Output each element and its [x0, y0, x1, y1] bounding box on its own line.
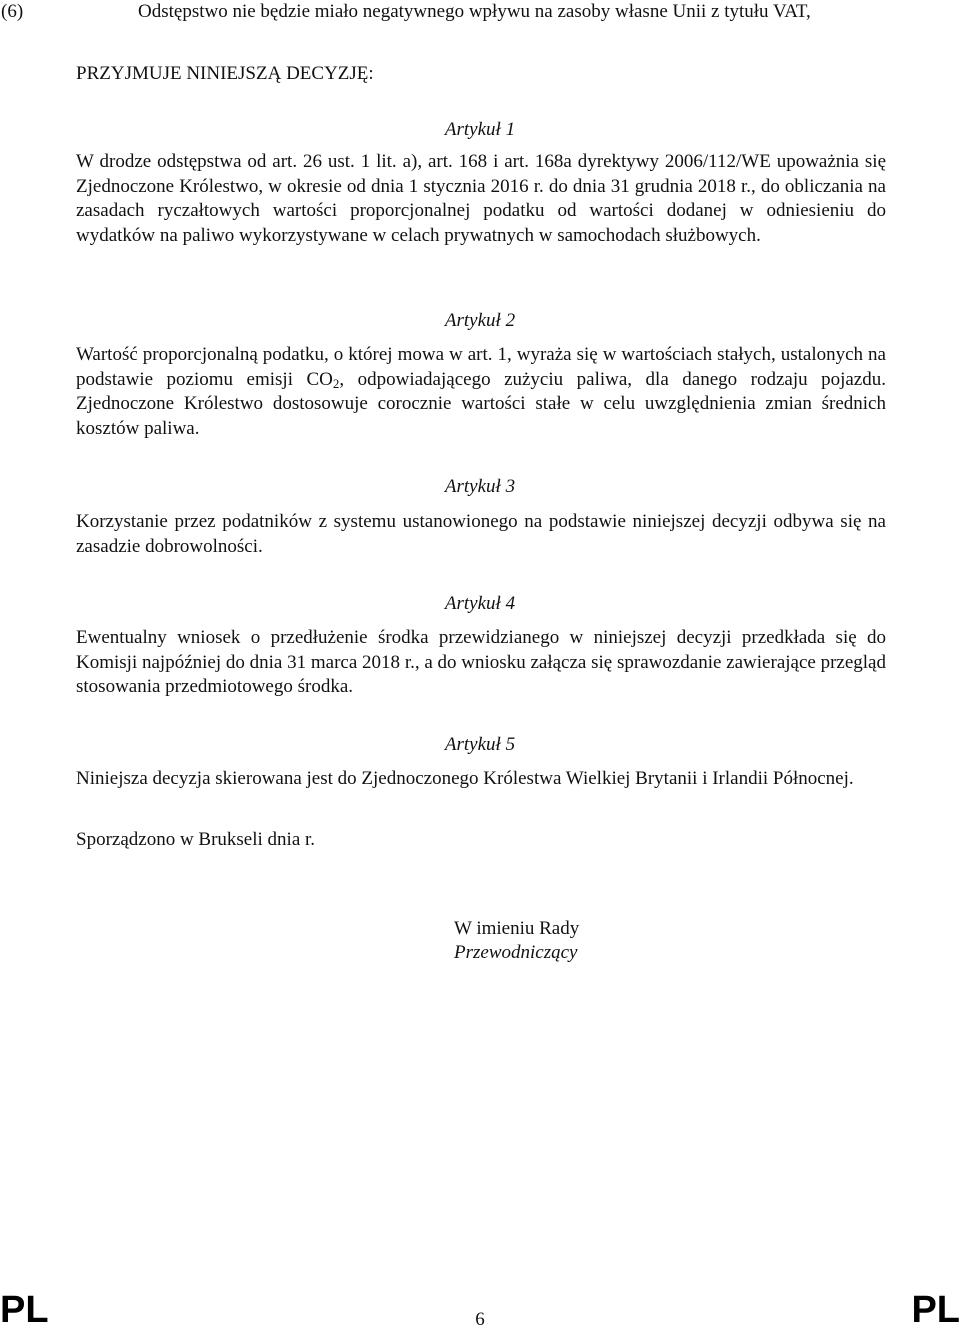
- article-2-text-part2: , odpowiadającego zużyciu paliwa, dla danego rodzaju pojazdu. Zjednoczone Królestwo dostosowuje corocznie wartości stałe w celu uwzględnienia zmian średnich kosztów paliwa.: [76, 368, 886, 439]
- signature-line-1: W imieniu Rady: [454, 918, 580, 939]
- article-2-text: [76, 343, 886, 441]
- article-4-text: Ewentualny wniosek o przedłużenie środka przewidzianego w niniejszej decyzji przedkłada się do Komisji najpóźniej do dnia 31 marca 2018 r., a do wniosku załącza się sprawozdanie zawierające przegląd stosowania przedmiotowego środka.: [76, 627, 886, 697]
- article-1-text: W drodze odstępstwa od art. 26 ust. 1 lit. a), art. 168 i art. 168a dyrektywy 2006/112/WE upoważnia się Zjednoczone Królestwo, w okresie od dnia 1 stycznia 2016 r. do dnia 31 grudnia 2018 r., do obliczania na zasadach ryczałtowych wartości proporcjonalnej podatku od wartości dodanej w odniesieniu do wydatków na paliwo wykorzystywane w celach prywatnych w samochodach służbowych.: [76, 151, 886, 246]
- recital-number: (6): [1, 1, 24, 22]
- done-at-line: Sporządzono w Brukseli dnia r.: [76, 829, 316, 850]
- recital: [1, 0, 886, 25]
- footer-language-left: PL: [0, 1289, 49, 1331]
- article-5-heading: Artykuł 5: [444, 734, 516, 755]
- adoption-formula: PRZYJMUJE NINIEJSZĄ DECYZJĘ:: [76, 63, 374, 84]
- article-1-heading: Artykuł 1: [444, 119, 516, 140]
- article-2-heading: Artykuł 2: [444, 310, 516, 331]
- article-3-text: Korzystanie przez podatników z systemu ustanowionego na podstawie niniejszej decyzji odbywa się na zasadzie dobrowolności.: [76, 511, 886, 557]
- footer-language-right: PL: [911, 1289, 960, 1331]
- article-3-heading: Artykuł 3: [444, 476, 516, 497]
- co2-subscript: 2: [332, 375, 340, 391]
- article-4-heading: Artykuł 4: [444, 593, 516, 614]
- article-2-text-part1: Wartość proporcjonalną podatku, o której mowa w art. 1, wyraża się w wartościach stałych, ustalonych na podstawie poziomu emisji CO: [76, 344, 886, 390]
- recital-text: Odstępstwo nie będzie miało negatywnego wpływu na zasoby własne Unii z tytułu VAT,: [138, 1, 811, 22]
- signature-role: Przewodniczący: [454, 942, 578, 963]
- article-5-text: Niniejsza decyzja skierowana jest do Zjednoczonego Królestwa Wielkiej Brytanii i Irlandii Północnej.: [76, 768, 854, 789]
- page-number: 6: [475, 1309, 485, 1330]
